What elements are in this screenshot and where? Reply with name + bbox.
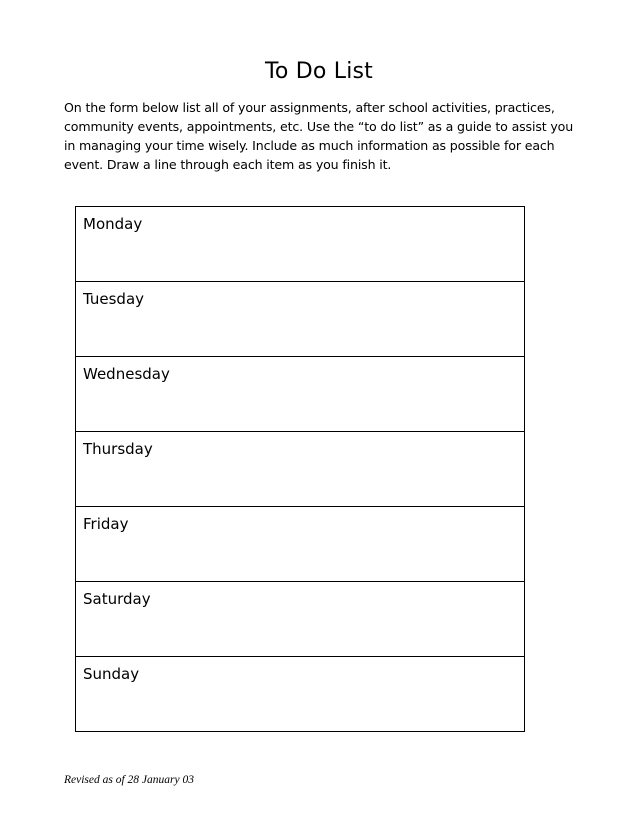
day-row-sunday[interactable] [76, 657, 524, 732]
day-label-tuesday: Tuesday [83, 290, 145, 308]
day-label-saturday: Saturday [83, 590, 151, 608]
day-label-thursday: Thursday [83, 440, 153, 458]
day-label-monday: Monday [83, 215, 143, 233]
day-label-wednesday: Wednesday [83, 365, 170, 383]
instructions-line: event. Draw a line through each item as you finish it. [64, 157, 392, 172]
instructions-line: in managing your time wisely. Include as much information as possible for each [64, 138, 555, 153]
day-row-monday[interactable] [76, 207, 524, 282]
page-title: To Do List [264, 59, 373, 84]
weekly-todo-table [75, 206, 525, 732]
instructions-paragraph [64, 98, 584, 174]
day-label-friday: Friday [83, 515, 129, 533]
day-label-sunday: Sunday [83, 665, 140, 683]
instructions-line: On the form below list all of your assignments, after school activities, practices, [64, 100, 555, 115]
day-row-saturday[interactable] [76, 582, 524, 657]
day-row-thursday[interactable] [76, 432, 524, 507]
day-row-tuesday[interactable] [76, 282, 524, 357]
day-row-wednesday[interactable] [76, 357, 524, 432]
revision-footer: Revised as of 28 January 03 [64, 774, 194, 786]
day-row-friday[interactable] [76, 507, 524, 582]
instructions-line: community events, appointments, etc. Use the “to do list” as a guide to assist you [64, 119, 574, 134]
